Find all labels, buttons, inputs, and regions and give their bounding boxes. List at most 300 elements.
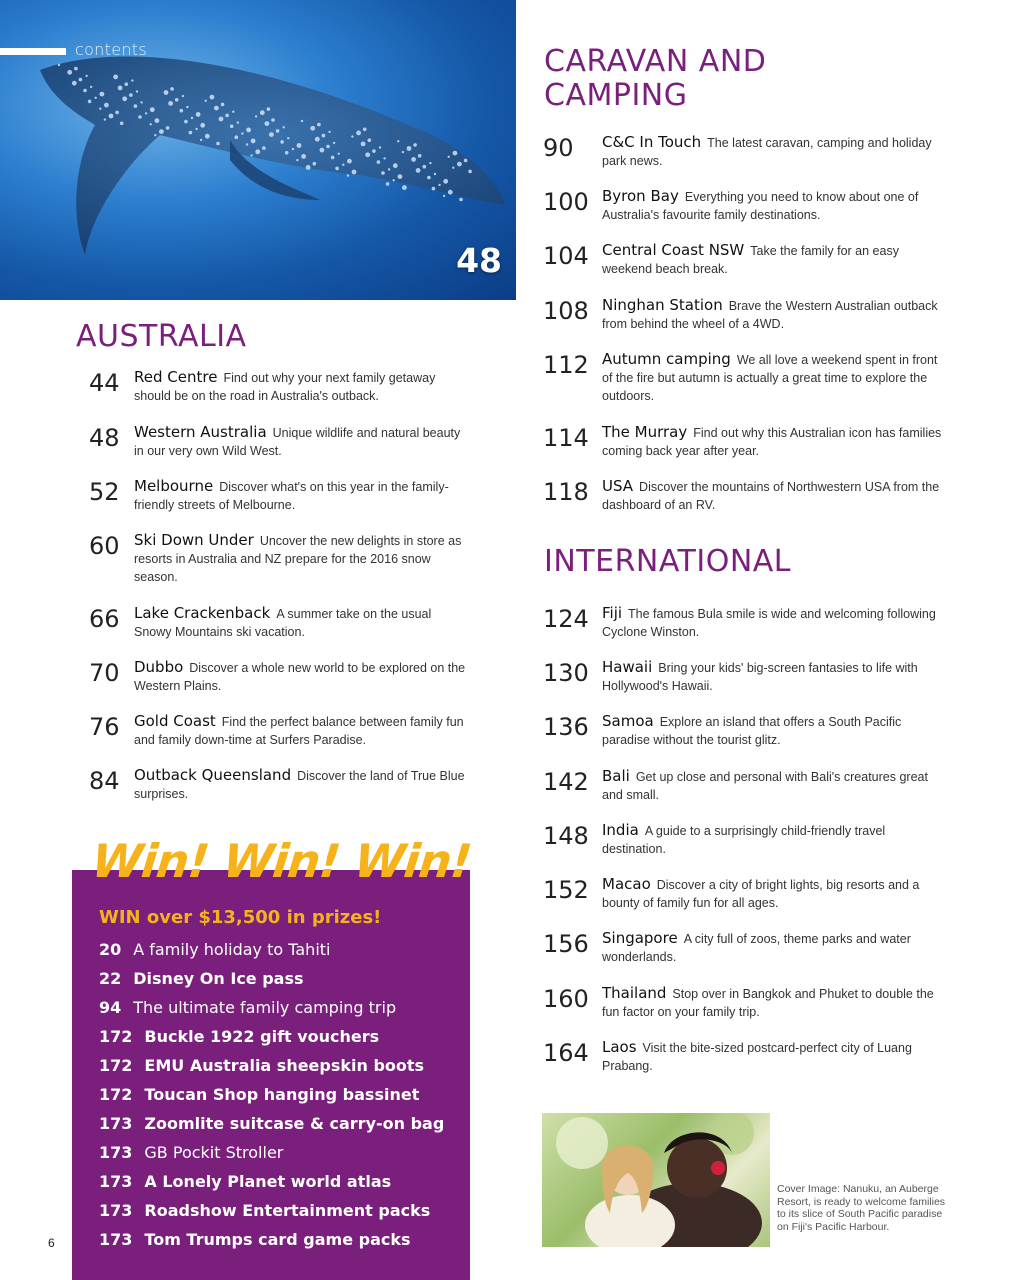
shark-spot (129, 93, 133, 97)
prize-item (99, 1056, 424, 1075)
toc-entry[interactable] (543, 604, 944, 641)
toc-entry-text (602, 984, 944, 1021)
shark-spot (315, 137, 320, 142)
prize-page-number: 172 (99, 1027, 133, 1046)
shark-spot (235, 135, 239, 139)
shark-spot (134, 104, 138, 108)
prize-page-number: 22 (99, 969, 122, 988)
shark-spot (216, 142, 220, 146)
shark-spot (347, 174, 349, 176)
shark-spot (416, 168, 421, 173)
prize-item (99, 969, 304, 988)
shark-spot (260, 110, 265, 115)
shark-spot (452, 167, 454, 169)
shark-spot (159, 129, 164, 134)
shark-spot (205, 134, 210, 139)
toc-entry-title: Ninghan Station (602, 296, 723, 314)
shark-spot (83, 89, 87, 93)
shark-spot (155, 118, 160, 123)
toc-entry[interactable] (543, 1038, 944, 1075)
prize-item (99, 1230, 411, 1249)
shark-spot (372, 149, 376, 153)
shark-spot (180, 109, 184, 113)
toc-page-number: 112 (543, 351, 589, 379)
toc-entry[interactable] (543, 241, 944, 278)
toc-page-number: 114 (543, 424, 589, 452)
shark-spot (262, 146, 266, 150)
shark-spot (287, 137, 289, 139)
toc-entry-title: Fiji (602, 604, 623, 622)
shark-spot (365, 152, 370, 157)
shark-spot (331, 156, 335, 160)
toc-entry-title: Bali (602, 767, 630, 785)
shark-spot (255, 149, 260, 154)
toc-entry-description: The latest caravan, camping and holiday park news. (602, 136, 932, 168)
toc-entry-title: Dubbo (134, 658, 184, 676)
shark-spot (352, 170, 357, 175)
toc-entry-description: Explore an island that offers a South Pacific paradise without the tourist glitz. (602, 715, 902, 747)
shark-spot (150, 107, 155, 112)
toc-entry[interactable] (89, 658, 469, 695)
win-title: Win! Win! Win! (89, 834, 474, 888)
prize-text: A Lonely Planet world atlas (144, 1172, 392, 1191)
cover-image (542, 1113, 770, 1247)
prize-page-number: 173 (99, 1201, 133, 1220)
toc-entry[interactable] (89, 423, 469, 460)
toc-entry[interactable] (543, 767, 944, 804)
prize-item (99, 940, 330, 959)
toc-entry-description: Unique wildlife and natural beauty in our very own Wild West. (134, 426, 461, 458)
shark-spot (232, 111, 234, 113)
toc-entry-text (134, 531, 469, 586)
toc-entry-text (602, 423, 944, 460)
toc-page-number: 108 (543, 297, 589, 325)
shark-spot (356, 131, 361, 136)
toc-page-number: 124 (543, 605, 589, 633)
toc-entry-text (134, 658, 469, 695)
shark-spot (296, 159, 298, 161)
toc-entry-text (134, 368, 469, 405)
shark-spot (393, 163, 398, 168)
shark-spot (191, 117, 193, 119)
shark-spot (361, 142, 366, 147)
toc-entry-description: The famous Bula smile is wide and welcoming following Cyclone Winston. (602, 607, 936, 639)
shark-spot (388, 168, 390, 170)
shark-spot (138, 115, 142, 119)
shark-spot (377, 160, 381, 164)
toc-entry-description: Find out why this Australian icon has families coming back year after year. (602, 426, 942, 458)
shark-spot (67, 70, 72, 75)
prize-text: Tom Trumps card game packs (144, 1230, 411, 1249)
toc-entry-description: Everything you need to know about one of Australia's favourite family destinations. (602, 190, 919, 222)
shark-spot (328, 131, 330, 133)
prize-text: The ultimate family camping trip (133, 998, 397, 1017)
shark-spot (118, 86, 123, 91)
contents-label: contents (75, 40, 147, 59)
toc-entry-title: The Murray (602, 423, 688, 441)
toc-entry-title: Singapore (602, 929, 678, 947)
toc-entry-title: Byron Bay (602, 187, 679, 205)
prize-page-number: 172 (99, 1056, 133, 1075)
toc-page-number: 142 (543, 768, 589, 796)
prize-page-number: 173 (99, 1172, 133, 1191)
shark-spot (246, 127, 251, 132)
toc-entry[interactable] (543, 929, 944, 966)
shark-spot (230, 125, 234, 129)
shark-spot (265, 121, 270, 126)
shark-spot (241, 132, 243, 134)
prize-text: EMU Australia sheepskin boots (144, 1056, 425, 1075)
toc-page-number: 60 (89, 532, 120, 560)
toc-entry-description: Find out why your next family getaway should be on the road in Australia's outback. (134, 371, 436, 403)
shark-spot (95, 97, 97, 99)
toc-entry-title: Hawaii (602, 658, 653, 676)
toc-page-number: 84 (89, 767, 120, 795)
toc-entry-title: Central Coast NSW (602, 241, 745, 259)
contents-bar (0, 48, 66, 55)
toc-page-number: 130 (543, 659, 589, 687)
shark-spot (402, 151, 404, 153)
toc-page-number: 164 (543, 1039, 589, 1067)
toc-entry-text (602, 133, 944, 170)
prize-text: Zoomlite suitcase & carry-on bag (144, 1114, 445, 1133)
shark-spot (457, 162, 462, 167)
toc-page-number: 48 (89, 424, 120, 452)
toc-entry-text (134, 423, 469, 460)
hero-page-number: 48 (456, 241, 502, 280)
shark-spot (164, 90, 169, 95)
shark-spot (301, 154, 306, 159)
toc-entry-description: A city full of zoos, theme parks and water wonderlands. (602, 932, 911, 964)
shark-spot (285, 151, 289, 155)
shark-spot (443, 179, 448, 184)
shark-spot (120, 122, 124, 126)
shark-spot (271, 118, 275, 122)
toc-entry-title: C&C In Touch (602, 133, 702, 151)
section-title-line: CARAVAN AND (544, 44, 767, 79)
page-number: 6 (48, 1236, 55, 1250)
toc-page-number: 70 (89, 659, 120, 687)
shark-spot (468, 170, 472, 174)
prize-page-number: 20 (99, 940, 122, 959)
shark-spot (200, 139, 202, 141)
prize-item (99, 1143, 283, 1162)
toc-entry-text (602, 350, 944, 405)
prize-page-number: 172 (99, 1085, 133, 1104)
shark-spot (131, 79, 133, 81)
shark-spot (448, 190, 453, 195)
toc-entry-title: Autumn camping (602, 350, 731, 368)
shark-spot (115, 111, 119, 115)
shark-spot (267, 107, 271, 111)
toc-entry-title: Melbourne (134, 477, 214, 495)
shark-spot (125, 82, 129, 86)
shark-spot (154, 134, 156, 136)
shark-spot (363, 128, 367, 132)
shark-spot (182, 95, 184, 97)
toc-entry-text (602, 296, 944, 333)
toc-entry[interactable] (89, 712, 469, 749)
toc-entry-text (602, 187, 944, 224)
shark-spot (140, 101, 142, 103)
toc-entry-description: A summer take on the usual Snowy Mountains ski vacation. (134, 607, 432, 639)
toc-entry[interactable] (543, 296, 944, 333)
shark-spot (292, 148, 294, 150)
section-title-line: CAMPING (544, 78, 688, 113)
toc-entry-text (602, 477, 944, 514)
toc-entry-text (134, 604, 469, 641)
prize-text: Buckle 1922 gift vouchers (144, 1027, 380, 1046)
shark-spot (383, 157, 385, 159)
shark-spot (335, 167, 339, 171)
toc-entry[interactable] (543, 133, 944, 170)
shark-spot (186, 106, 188, 108)
prize-page-number: 94 (99, 998, 122, 1017)
toc-entry-title: Lake Crackenback (134, 604, 271, 622)
shark-spot (109, 114, 114, 119)
shark-spot (214, 106, 219, 111)
toc-entry-description: We all love a weekend spent in front of the fire but autumn is actually a great time to explore the outdoors. (602, 353, 938, 403)
toc-entry-description: Stop over in Bangkok and Phuket to double the fun factor on your family trip. (602, 987, 934, 1019)
toc-page-number: 44 (89, 369, 120, 397)
shark-spot (72, 81, 77, 86)
shark-spot (195, 128, 197, 130)
prize-item (99, 1201, 430, 1220)
toc-entry-description: Brave the Western Australian outback from behind the wheel of a 4WD. (602, 299, 938, 331)
toc-entry-title: Thailand (602, 984, 667, 1002)
shark-spot (246, 143, 248, 145)
toc-entry-text (602, 875, 944, 912)
shark-spot (347, 159, 352, 164)
toc-entry-text (602, 929, 944, 966)
shark-spot (255, 115, 257, 117)
toc-entry-text (602, 658, 944, 695)
toc-page-number: 148 (543, 822, 589, 850)
shark-spot (88, 100, 92, 104)
shark-spot (99, 108, 101, 110)
toc-entry-title: USA (602, 477, 634, 495)
toc-entry-description: Discover a whole new world to be explored on the Western Plains. (134, 661, 466, 693)
shark-spot (381, 171, 385, 175)
cover-caption: Cover Image: Nanuku, an Auberge Resort, is ready to welcome families to its slice of South Pacific paradise on Fiji's Pacific Harbour. (777, 1183, 946, 1233)
shark-spot (443, 195, 445, 197)
shark-spot (122, 96, 127, 101)
shark-spot (150, 123, 152, 125)
shark-spot (438, 184, 440, 186)
toc-entry-text (602, 241, 944, 278)
shark-spot (100, 92, 105, 97)
toc-entry-description: Bring your kids' big-screen fantasies to life with Hollywood's Hawaii. (602, 661, 918, 693)
shark-spot (280, 140, 284, 144)
toc-page-number: 66 (89, 605, 120, 633)
shark-spot (407, 146, 412, 151)
prize-item (99, 1114, 444, 1133)
toc-entry-text (602, 604, 944, 641)
shark-spot (58, 64, 60, 66)
shark-spot (453, 151, 458, 156)
prize-text: Roadshow Entertainment packs (144, 1201, 431, 1220)
toc-entry-description: Discover what's on this year in the family-friendly streets of Melbourne. (134, 480, 449, 512)
shark-spot (237, 121, 239, 123)
shark-spot (398, 174, 403, 179)
toc-page-number: 160 (543, 985, 589, 1013)
toc-entry-description: Take the family for an easy weekend beach break. (602, 244, 899, 276)
toc-entry[interactable] (543, 875, 944, 912)
toc-page-number: 100 (543, 188, 589, 216)
shark-spot (326, 145, 330, 149)
toc-entry-description: Uncover the new delights in store as resorts in Australia and NZ prepare for the 2016 snow season. (134, 534, 462, 584)
toc-entry-text (602, 712, 944, 749)
shark-spot (429, 162, 431, 164)
shark-spot (210, 95, 215, 100)
toc-entry-title: Red Centre (134, 368, 218, 386)
shark-spot (333, 142, 335, 144)
toc-entry-title: Ski Down Under (134, 531, 254, 549)
toc-entry-title: Samoa (602, 712, 654, 730)
toc-entry[interactable] (543, 187, 944, 224)
shark-spot (297, 143, 302, 148)
shark-spot (113, 75, 118, 80)
shark-spot (386, 182, 390, 186)
shark-spot (342, 164, 344, 166)
toc-entry-description: Get up close and personal with Bali's creatures great and small. (602, 770, 928, 802)
shark-spot (104, 118, 106, 120)
toc-entry-title: Laos (602, 1038, 637, 1056)
toc-entry-description: Discover the land of True Blue surprises. (134, 769, 465, 801)
shark-spot (379, 146, 381, 148)
hero-photo-whale-shark (0, 0, 516, 300)
toc-entry-title: Gold Coast (134, 712, 216, 730)
toc-entry-title: India (602, 821, 639, 839)
toc-entry[interactable] (543, 712, 944, 749)
shark-spot (251, 139, 256, 144)
toc-page-number: 118 (543, 478, 589, 506)
toc-page-number: 152 (543, 876, 589, 904)
shark-spot (184, 120, 188, 124)
prize-text: Disney On Ice pass (133, 969, 304, 988)
toc-page-number: 90 (543, 134, 574, 162)
shark-spot (301, 120, 303, 122)
toc-entry[interactable] (543, 350, 944, 405)
toc-entry[interactable] (89, 531, 469, 586)
toc-page-number: 104 (543, 242, 589, 270)
shark-spot (136, 90, 138, 92)
shark-spot (434, 173, 436, 175)
toc-entry[interactable] (89, 368, 469, 405)
prize-item (99, 1085, 419, 1104)
shark-spot (313, 162, 317, 166)
shark-spot (170, 87, 174, 91)
toc-entry-title: Macao (602, 875, 651, 893)
shark-spot (221, 103, 225, 107)
shark-spot (411, 157, 416, 162)
shark-spot (175, 98, 179, 102)
section-title-international: INTERNATIONAL (544, 544, 792, 579)
section-title-australia: AUSTRALIA (76, 319, 247, 354)
toc-entry[interactable] (543, 821, 944, 858)
toc-entry-title: Western Australia (134, 423, 267, 441)
win-subtitle: WIN over $13,500 in prizes! (99, 907, 382, 928)
shark-spot (423, 165, 427, 169)
shark-spot (189, 131, 193, 135)
prize-item (99, 1027, 379, 1046)
toc-entry-description: Discover a city of bright lights, big resorts and a bounty of family fun for all ages. (602, 878, 920, 910)
shark-spot (459, 198, 463, 202)
shark-spot (200, 123, 205, 128)
shark-spot (85, 75, 87, 77)
toc-entry-description: Visit the bite-sized postcard-perfect city of Luang Prabang. (602, 1041, 912, 1073)
cover-photo-illustration (542, 1113, 770, 1247)
shark-spot (317, 123, 321, 127)
shark-spot (310, 126, 315, 131)
shark-spot (368, 138, 372, 142)
shark-spot (413, 143, 417, 147)
shark-spot (104, 103, 109, 108)
toc-entry-description: Discover the mountains of Northwestern USA from the dashboard of an RV. (602, 480, 940, 512)
prize-text: A family holiday to Tahiti (133, 940, 331, 959)
toc-entry[interactable] (543, 984, 944, 1021)
shark-spot (338, 153, 340, 155)
shark-spot (74, 67, 78, 71)
shark-spot (166, 126, 170, 130)
shark-spot (269, 132, 274, 137)
shark-spot (448, 156, 450, 158)
toc-page-number: 136 (543, 713, 589, 741)
prize-item (99, 1172, 391, 1191)
toc-entry-text (602, 1038, 944, 1075)
prize-item (99, 998, 396, 1017)
prize-text: Toucan Shop hanging bassinet (144, 1085, 420, 1104)
shark-spot (276, 129, 280, 133)
shark-spot (320, 148, 325, 153)
shark-spot (351, 135, 353, 137)
toc-page-number: 156 (543, 930, 589, 958)
shark-spot (225, 114, 229, 118)
shark-spot (205, 100, 207, 102)
shark-spot (283, 126, 285, 128)
toc-entry[interactable] (89, 766, 469, 803)
toc-entry-text (134, 477, 469, 514)
toc-entry-text (602, 821, 944, 858)
shark-spot (90, 86, 92, 88)
shark-spot (196, 112, 201, 117)
prize-page-number: 173 (99, 1143, 133, 1162)
shark-spot (168, 101, 173, 106)
toc-entry-description: A guide to a surprisingly child-friendly travel destination. (602, 824, 886, 856)
prize-page-number: 173 (99, 1230, 133, 1249)
toc-entry[interactable] (543, 423, 944, 460)
toc-entry[interactable] (543, 477, 944, 514)
shark-spot (306, 165, 311, 170)
shark-spot (464, 159, 468, 163)
prize-page-number: 173 (99, 1114, 133, 1133)
toc-entry-text (134, 766, 469, 803)
shark-spot (427, 176, 431, 180)
toc-entry-description: Find the perfect balance between family fun and family down-time at Surfers Paradise. (134, 715, 464, 747)
shark-spot (402, 185, 407, 190)
toc-entry[interactable] (89, 604, 469, 641)
shark-spot (79, 78, 83, 82)
toc-entry[interactable] (543, 658, 944, 695)
shark-spot (145, 112, 147, 114)
toc-page-number: 76 (89, 713, 120, 741)
section-title-caravan (544, 45, 766, 113)
toc-entry[interactable] (89, 477, 469, 514)
shark-spot (250, 154, 252, 156)
shark-spot (219, 117, 224, 122)
shark-spot (432, 187, 436, 191)
shark-spot (322, 134, 326, 138)
